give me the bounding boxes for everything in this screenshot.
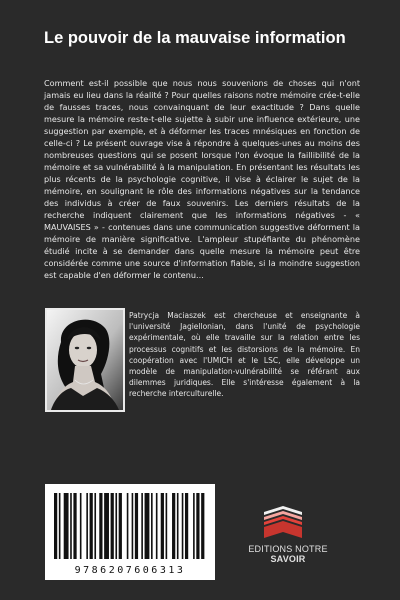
- book-title: Le pouvoir de la mauvaise information: [44, 29, 346, 47]
- book-summary: Comment est-il possible que nous nous souvenions de choses qui n'ont jamais eu lieu dans la réalité ? Pour quelles raisons notre mémoire crée-t-elle de fausses traces, nous convainquant de leur exactitude ? Dans quelle mesure la mémoire reste-t-elle sujette à subir une influence extérieure, une suggestion par exemple, et à déformer les traces mnésiques en fonction de celle-ci ? Le présent ouvrage vise à répondre à quelques-unes au moins des nombreuses questions qui se posent lorsque l'on évoque la faillibilité de la mémoire et sa vulnérabilité à la manipulation. En présentant les résultats les plus récents de la psychologie cognitive, il vise à éclairer le sujet de la mémoire, en soulignant le rôle des informations négatives sur la tendance des individus à créer de faux souvenirs. Les derniers résultats de la recherche indiquent clairement que les informations négatives - « MAUVAISES » - contenues dans une communication suggestive déforment la mémoire de manière significative. L'ampleur stupéfiante du phénomène étudié incite à se demander dans quelle mesure la mémoire peut être considérée comme une source d'information fiable, si la moindre suggestion est capable d'en déformer le contenu...: [44, 78, 360, 280]
- author-photo: [45, 308, 125, 412]
- publisher-name-regular: EDITIONS NOTRE: [248, 544, 328, 554]
- publisher-name-bold: SAVOIR: [270, 554, 306, 564]
- isbn-number: 9786207606313: [74, 565, 186, 576]
- author-bio: Patrycja Maciaszek est chercheuse et enseignante à l'université Jagiellonian, dans l'unité de psychologie expérimentale, où elle travaille sur la relation entre les processus cognitifs et les distorsions de la mémoire. En coopération avec l'UMICH et le LSC, elle développe un modèle de manipulation-vulnérabilité se référant aux dilemmes juridiques. Elle s'intéresse également à la recherche interculturelle.: [129, 311, 360, 399]
- publisher-name: [233, 544, 343, 564]
- isbn-barcode: [45, 484, 215, 580]
- publisher-logo: [258, 502, 308, 542]
- barcode-bars: [54, 493, 206, 559]
